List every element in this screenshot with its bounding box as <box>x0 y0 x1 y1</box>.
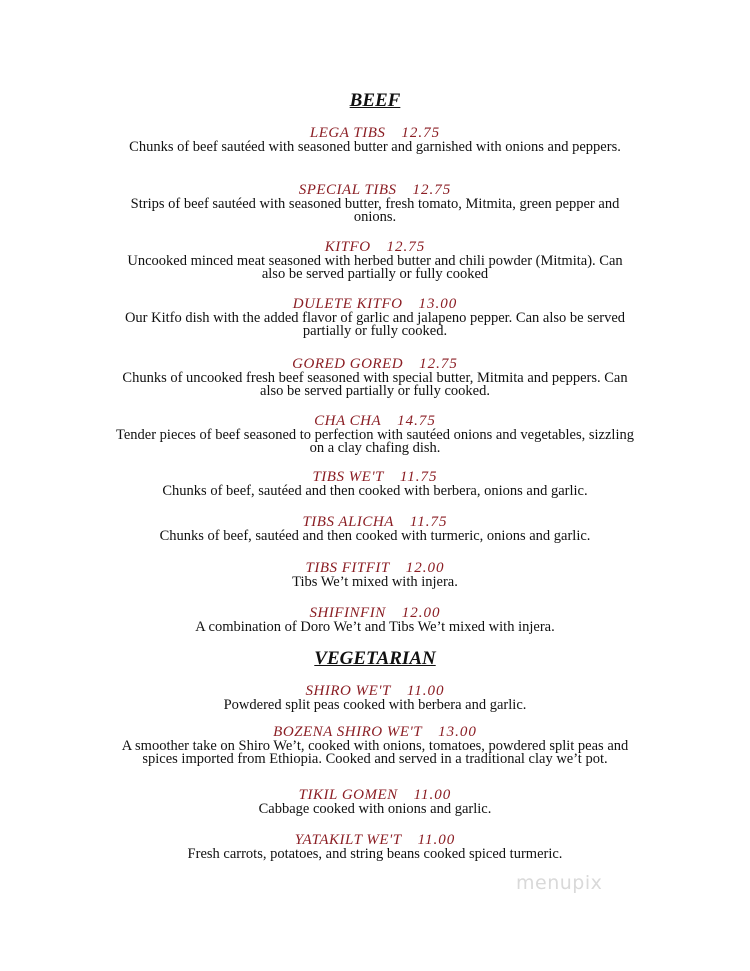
item-price: 11.75 <box>399 469 438 485</box>
menu-item <box>0 239 750 280</box>
item-price: 11.75 <box>409 514 448 530</box>
menu-item <box>0 787 750 816</box>
item-price: 11.00 <box>406 683 445 699</box>
item-price: 13.00 <box>418 296 458 312</box>
item-name: CHA CHA <box>314 413 382 429</box>
item-price: 12.75 <box>401 125 441 141</box>
item-description: Uncooked minced meat seasoned with herbed butter and chili powder (Mitmita). Can also be served partially or fully cooked <box>127 253 623 282</box>
item-name: SHIFINFIN <box>309 605 386 621</box>
beef-section-heading: BEEF <box>349 90 401 111</box>
item-description: Tender pieces of beef seasoned to perfection with sautéed onions and vegetables, sizzling on a clay chafing dish. <box>116 427 634 456</box>
item-description: Chunks of beef, sautéed and then cooked with turmeric, onions and garlic. <box>159 528 591 544</box>
item-price: 13.00 <box>438 724 477 740</box>
item-description: Chunks of uncooked fresh beef seasoned with special butter, Mitmita and peppers. Can also be served partially or fully cooked. <box>122 370 628 399</box>
menu-item <box>0 605 750 634</box>
menu-item <box>0 182 750 223</box>
item-name: TIBS FITFIT <box>305 560 390 576</box>
item-name: BOZENA SHIRO WE'T <box>273 724 423 740</box>
item-name: GORED GORED <box>292 356 404 372</box>
menu-item <box>0 514 750 543</box>
item-name: TIKIL GOMEN <box>298 787 398 803</box>
item-name: TIBS ALICHA <box>302 514 394 530</box>
item-price: 11.00 <box>417 832 456 848</box>
item-description: Fresh carrots, potatoes, and string beans cooked spiced turmeric. <box>187 846 563 862</box>
menu-item <box>0 724 750 765</box>
item-name: SHIRO WE'T <box>305 683 391 699</box>
item-price: 12.00 <box>401 605 441 621</box>
item-description: Chunks of beef, sautéed and then cooked with berbera, onions and garlic. <box>162 483 588 499</box>
item-price: 12.00 <box>405 560 445 576</box>
item-price: 11.00 <box>413 787 452 803</box>
menupix-watermark: menupix <box>516 872 603 894</box>
menu-item <box>0 413 750 454</box>
menu-item <box>0 832 750 861</box>
item-description: A smoother take on Shiro We’t, cooked with onions, tomatoes, powdered split peas and spices imported from Ethiopia. Cooked and served in a traditional clay we’t pot. <box>121 738 629 767</box>
menu-item <box>0 125 750 154</box>
item-name: YATAKILT WE'T <box>294 832 402 848</box>
item-description: Strips of beef sautéed with seasoned butter, fresh tomato, Mitmita, green pepper and onions. <box>130 196 620 225</box>
item-description: Our Kitfo dish with the added flavor of garlic and jalapeno pepper. Can also be served partially or fully cooked. <box>124 310 626 339</box>
item-price: 12.75 <box>419 356 458 372</box>
item-name: KITFO <box>324 239 371 255</box>
menu-item <box>0 683 750 712</box>
item-name: DULETE KITFO <box>292 296 403 312</box>
menu-item <box>0 296 750 337</box>
item-description: Cabbage cooked with onions and garlic. <box>258 801 492 817</box>
item-name: TIBS WE'T <box>312 469 384 485</box>
item-description: A combination of Doro We’t and Tibs We’t mixed with injera. <box>195 619 555 635</box>
item-name: LEGA TIBS <box>309 125 386 141</box>
item-description: Powdered split peas cooked with berbera and garlic. <box>223 697 527 713</box>
item-price: 14.75 <box>397 413 436 429</box>
menu-item <box>0 469 750 498</box>
item-description: Tibs We’t mixed with injera. <box>292 574 458 590</box>
item-price: 12.75 <box>412 182 452 198</box>
menu-item <box>0 560 750 589</box>
item-description: Chunks of beef sautéed with seasoned butter and garnished with onions and peppers. <box>129 139 621 155</box>
item-name: SPECIAL TIBS <box>298 182 397 198</box>
menu-item <box>0 356 750 397</box>
vegetarian-section-heading: VEGETARIAN <box>314 648 436 669</box>
item-price: 12.75 <box>386 239 426 255</box>
